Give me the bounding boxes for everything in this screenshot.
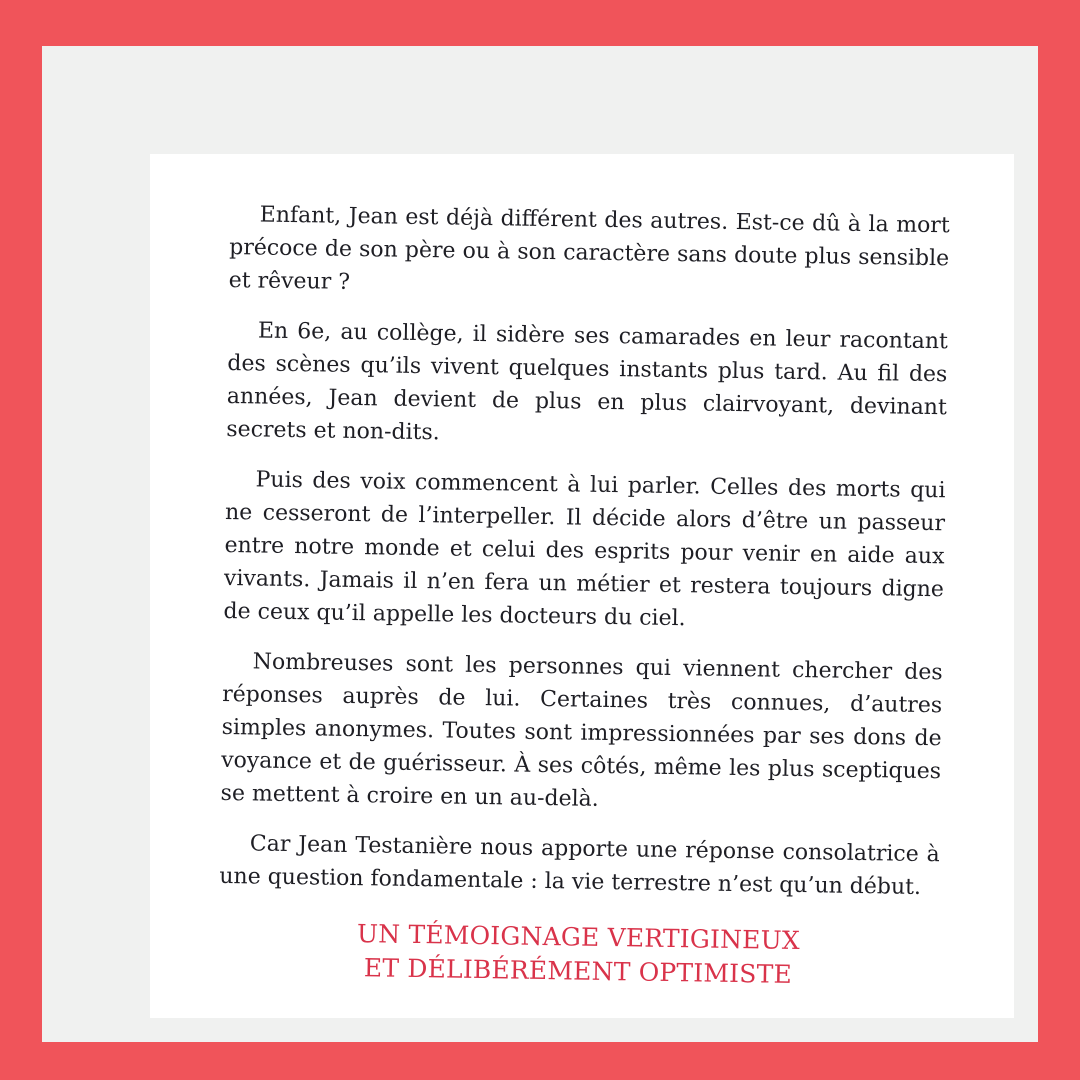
inner-frame [42, 46, 1038, 1042]
paragraph-1: Enfant, Jean est déjà différent des autres. Est-ce dû à la mort précoce de son père ou à son caractère sans doute plus sensible et rêveur ? [228, 202, 950, 295]
headline-line-1: UN TÉMOIGNAGE VERTIGINEUX [356, 919, 801, 956]
paragraph-2: En 6e, au collège, il sidère ses camarades en leur racontant des scènes qu’ils vivent quelques instants plus tard. Au fil des années, Jean devient de plus en plus clairvoyant, devinant secrets et non-dits. [226, 318, 949, 446]
paragraph-4: Nombreuses sont les personnes qui viennent chercher des réponses auprès de lui. Certaines très connues, d’autres simples anonymes. Toutes sont impressionnées par ses dons de voyance et de guérisseur. À ses côtés, même les plus sceptiques se mettent à croire en un au-delà. [220, 649, 943, 812]
paragraph-3: Puis des voix commencent à lui parler. Celles des morts qui ne cesseront de l’interpeller. Il décide alors d’être un passeur entre notre monde et celui des esprits pour venir en aide aux vivants. Jamais il n’en fera un métier et restera toujours digne de ceux qu’il appelle les docteurs du ciel. [223, 467, 946, 632]
book-back-cover [150, 154, 1014, 1018]
headline-line-2: ET DÉLIBÉRÉMENT OPTIMISTE [363, 953, 793, 989]
blurb-text [218, 198, 950, 994]
headline [218, 915, 939, 994]
paragraph-5: Car Jean Testanière nous apporte une réponse consolatrice à une question fondamentale : la vie terrestre n’est qu’un début. [219, 831, 940, 900]
